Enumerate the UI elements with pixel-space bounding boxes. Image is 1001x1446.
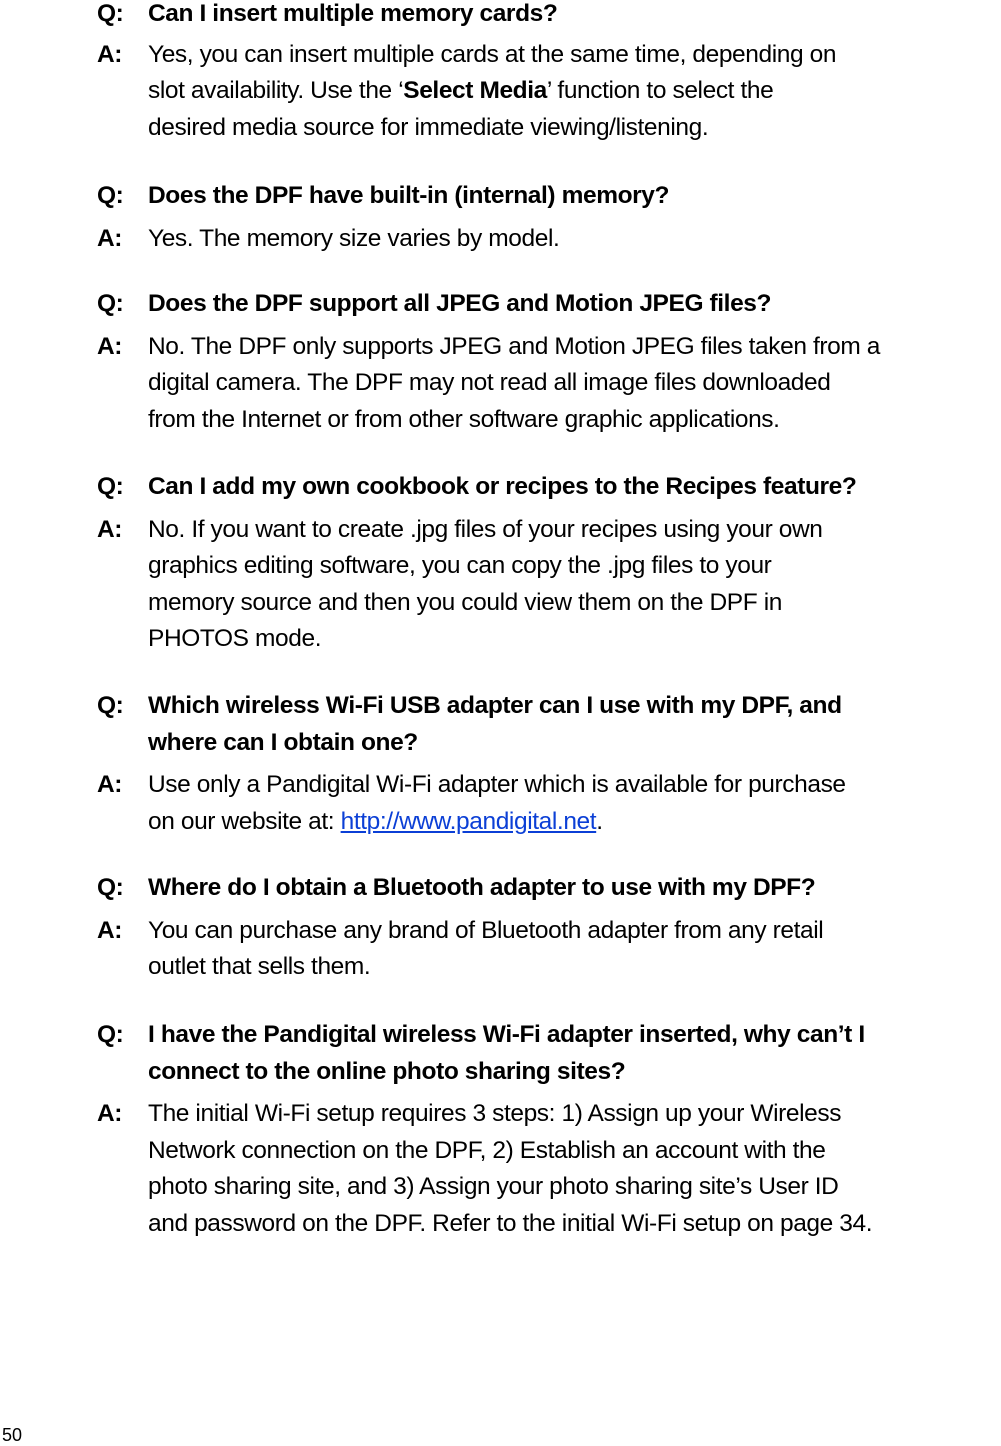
answer-text: No. If you want to create .jpg files of your recipes using your own graphics editing software, you can copy the .jpg files to your memory source and then you could view them on the DPF in PHOTOS mode.: [148, 515, 823, 652]
answer-row: [97, 221, 997, 258]
pandigital-website-link[interactable]: http://www.pandigital.net: [340, 807, 597, 835]
answer-row: [97, 512, 997, 658]
question-row: [97, 688, 997, 761]
answer-text: Use only a Pandigital Wi-Fi adapter which is available for purchase on our website at: http://www.pandigital.net.: [148, 771, 846, 835]
faq-item-2: [97, 178, 997, 257]
faq-item-6: [97, 870, 997, 986]
answer-row: [97, 913, 997, 986]
question-marker: Q:: [97, 473, 124, 500]
answer-marker: A:: [97, 1100, 123, 1127]
faq-item-7: [97, 1017, 997, 1242]
question-text: Can I add my own cookbook or recipes to the Recipes feature?: [148, 473, 857, 500]
question-text: Can I insert multiple memory cards?: [148, 0, 558, 27]
answer-row: [97, 767, 997, 840]
question-row: [97, 469, 997, 506]
question-marker: Q:: [97, 290, 124, 317]
answer-marker: A:: [97, 332, 123, 360]
faq-item-4: [97, 469, 997, 658]
answer-text: Yes. The memory size varies by model.: [148, 224, 560, 252]
answer-text: No. The DPF only supports JPEG and Motion JPEG files taken from a digital camera. The DPF may not read all image files downloaded from the Internet or from other software graphic applications.: [148, 332, 881, 433]
question-row: [97, 1017, 997, 1090]
answer-row: [97, 329, 997, 439]
answer-marker: A:: [97, 515, 123, 543]
question-marker: Q:: [97, 692, 124, 719]
answer-text: Yes, you can insert multiple cards at the same time, depending on slot availability. Use the ‘Select Media’ function to select the desired media source for immediate viewing/listening.: [148, 40, 837, 141]
question-text: Where do I obtain a Bluetooth adapter to use with my DPF?: [148, 874, 816, 901]
question-row: [97, 0, 997, 33]
page-number: 50: [2, 1425, 23, 1445]
faq-item-5: [97, 688, 997, 840]
answer-text: You can purchase any brand of Bluetooth adapter from any retail outlet that sells them.: [148, 916, 824, 980]
question-marker: Q:: [97, 182, 124, 209]
answer-marker: A:: [97, 916, 123, 944]
question-text: Which wireless Wi-Fi USB adapter can I use with my DPF, and where can I obtain one?: [148, 692, 842, 756]
question-marker: Q:: [97, 874, 124, 901]
answer-row: [97, 1096, 997, 1242]
answer-marker: A:: [97, 771, 123, 798]
select-media-label: Select Media: [403, 77, 547, 104]
question-text: I have the Pandigital wireless Wi-Fi adapter inserted, why can’t I connect to the online photo sharing sites?: [148, 1021, 865, 1085]
faq-item-3: [97, 286, 997, 438]
question-marker: Q:: [97, 0, 124, 27]
question-row: [97, 870, 997, 907]
answer-row: [97, 37, 997, 147]
question-text: Does the DPF support all JPEG and Motion JPEG files?: [148, 290, 772, 317]
question-marker: Q:: [97, 1021, 124, 1048]
answer-marker: A:: [97, 40, 123, 68]
answer-text: The initial Wi-Fi setup requires 3 steps: 1) Assign up your Wireless Network connection on the DPF, 2) Establish an account with the photo sharing site, and 3) Assign your photo sharing site’s User ID and password on the DPF. Refer to the initial Wi-Fi setup on page 34.: [148, 1100, 873, 1237]
answer-marker: A:: [97, 224, 123, 252]
faq-item-1: [97, 0, 997, 146]
question-row: [97, 178, 997, 215]
question-text: Does the DPF have built-in (internal) memory?: [148, 182, 670, 209]
question-row: [97, 286, 997, 323]
